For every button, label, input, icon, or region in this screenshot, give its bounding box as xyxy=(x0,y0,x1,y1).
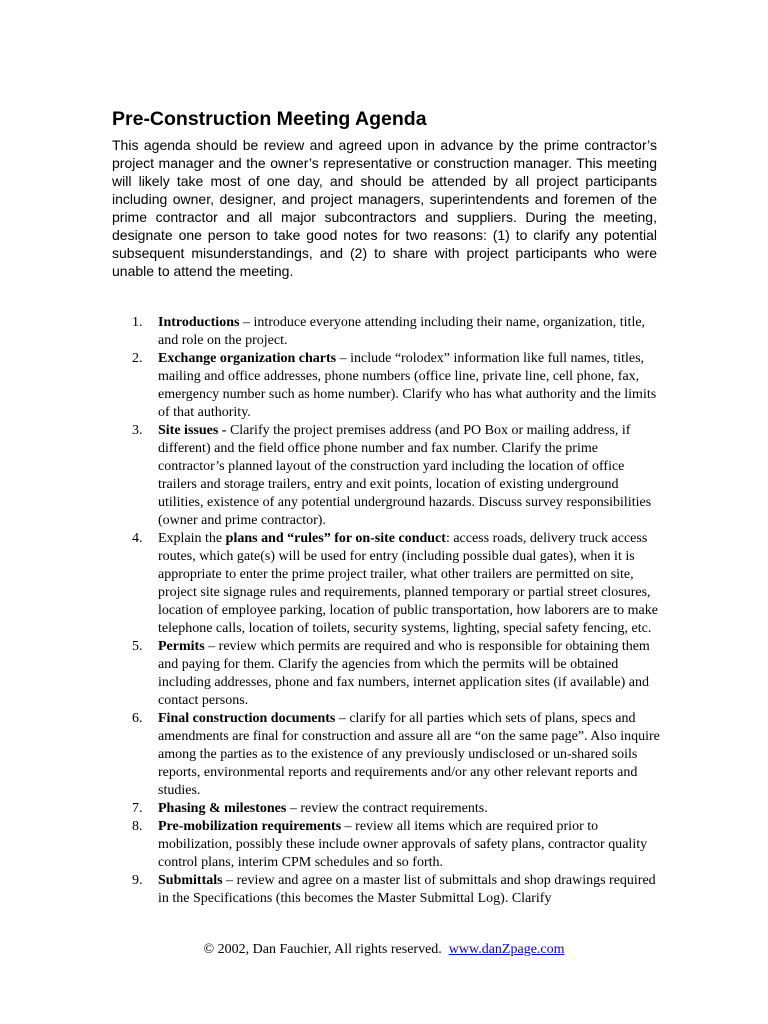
item-heading: Exchange organization charts xyxy=(158,351,337,366)
item-text: – review and agree on a master list of submittals and shop drawings required in the Specifications (this becomes the Master Submittal Log). Clarify xyxy=(158,873,656,906)
item-heading: Introductions xyxy=(158,315,240,330)
website-link[interactable]: www.danZpage.com xyxy=(448,942,565,957)
copyright-text: © 2002, Dan Fauchier, All rights reserved. xyxy=(203,942,442,957)
page-footer xyxy=(0,941,768,959)
agenda-item xyxy=(112,350,660,422)
item-pre: Explain the xyxy=(158,531,226,546)
item-number: 1. xyxy=(132,315,143,330)
item-number: 8. xyxy=(132,819,143,834)
agenda-item xyxy=(112,800,660,818)
agenda-item xyxy=(112,638,660,710)
item-number: 5. xyxy=(132,639,143,654)
item-text: – clarify for all parties which sets of plans, specs and amendments are final for construction and assure all are “on the same page”. Also inquire among the parties as to the existence of any previously undisclosed or un-shared soils reports, environmental reports and requirements and/or any other relevant reports and studies. xyxy=(158,711,660,798)
item-text: – review all items which are required prior to mobilization, possibly these include owner approvals of safety plans, contractor quality control plans, interim CPM schedules and so forth. xyxy=(158,819,648,870)
item-number: 2. xyxy=(132,351,143,366)
item-heading: Phasing & milestones xyxy=(158,801,287,816)
item-heading: Final construction documents xyxy=(158,711,336,726)
item-heading: Permits xyxy=(158,639,205,654)
item-number: 7. xyxy=(132,801,143,816)
item-heading: plans and “rules” for on-site conduct xyxy=(225,531,446,546)
item-text: – review which permits are required and who is responsible for obtaining them and paying for them. Clarify the agencies from which the permits will be obtained including addresses, phone and fax numbers, internet application sites (if available) and contact persons. xyxy=(158,639,650,708)
item-heading: Site issues - xyxy=(158,423,227,438)
item-number: 6. xyxy=(132,711,143,726)
item-heading: Pre-mobilization requirements xyxy=(158,819,342,834)
page-title: Pre-Construction Meeting Agenda xyxy=(112,108,427,130)
agenda-item xyxy=(112,530,660,638)
agenda-item xyxy=(112,422,660,530)
agenda-list xyxy=(112,314,660,908)
agenda-item xyxy=(112,872,660,908)
agenda-item xyxy=(112,314,660,350)
item-text: Clarify the project premises address (and PO Box or mailing address, if different) and the field office phone number and fax number. Clarify the prime contractor’s planned layout of the construction yard including the location of office trailers and storage trailers, entry and exit points, location of existing underground utilities, existence of any potential underground hazards. Discuss survey responsibilities (owner and prime contractor). xyxy=(158,423,652,528)
item-text: – introduce everyone attending including their name, organization, title, and role on the project. xyxy=(158,315,646,348)
item-text: – review the contract requirements. xyxy=(286,801,488,816)
intro-paragraph: This agenda should be review and agreed upon in advance by the prime contractor’s project manager and the owner’s representative or construction manager. This meeting will likely take most of one day, and should be attended by all project participants including owner, designer, and project managers, superintendents and foremen of the prime contractor and all major subcontractors and suppliers. During the meeting, designate one person to take good notes for two reasons: (1) to clarify any potential subsequent misunderstandings, and (2) to share with project participants who were unable to attend the meeting. xyxy=(112,137,657,279)
agenda-item xyxy=(112,818,660,872)
item-number: 3. xyxy=(132,423,143,438)
agenda-item xyxy=(112,710,660,800)
item-text: : access roads, delivery truck access routes, which gate(s) will be used for entry (including possible dual gates), when it is appropriate to enter the prime project trailer, what other trailers are permitted on site, project site signage rules and requirements, planned temporary or partial street closures, location of employee parking, location of public transportation, how laborers are to make telephone calls, location of toilets, security systems, lighting, special safety fencing, etc. xyxy=(158,531,658,636)
item-text: – include “rolodex” information like full names, titles, mailing and office addresses, phone numbers (office line, private line, cell phone, fax, emergency number such as home number). Clarify who has what authority and the limits of that authority. xyxy=(158,351,657,420)
item-number: 9. xyxy=(132,873,143,888)
item-heading: Submittals xyxy=(158,873,223,888)
item-number: 4. xyxy=(132,531,143,546)
